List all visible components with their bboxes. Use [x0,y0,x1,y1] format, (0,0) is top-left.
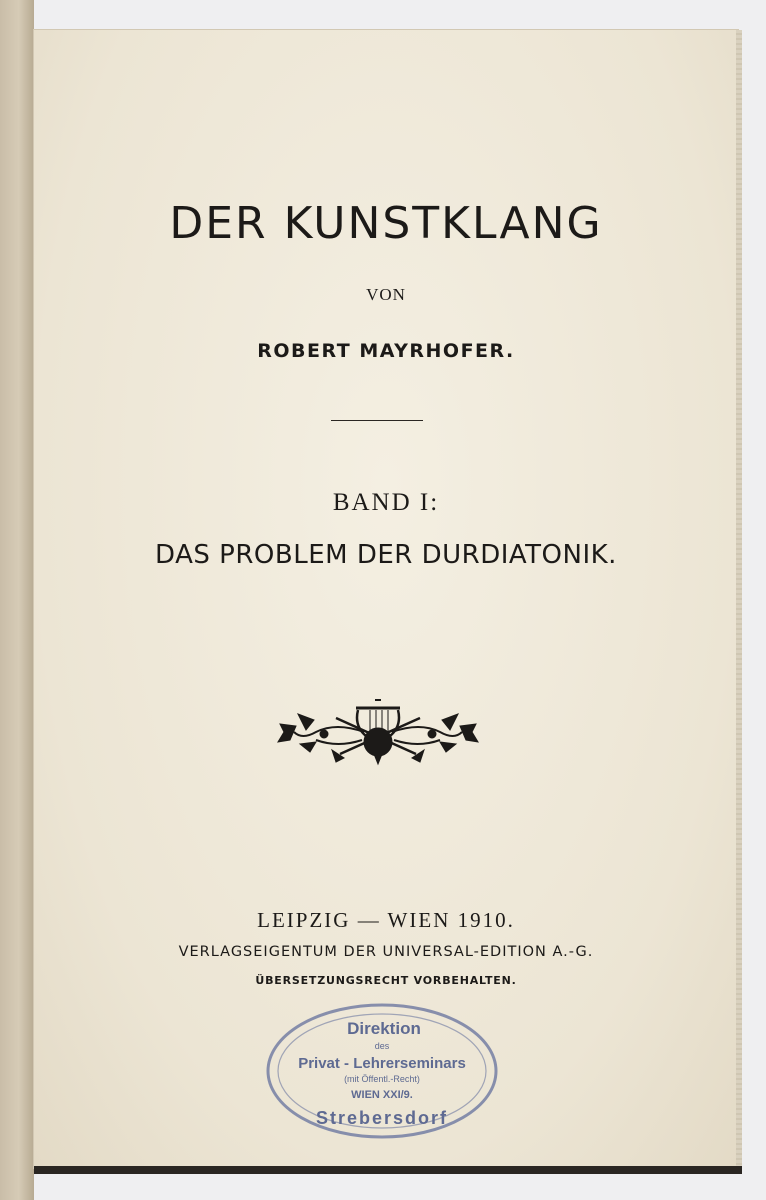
volume-label: BAND I: [332,489,440,516]
stamp-line-3: Privat - Lehrerseminars [298,1055,466,1072]
imprint-publisher: VERLAGSEIGENTUM DER UNIVERSAL-EDITION A.-G. [178,944,594,960]
stamp-line-4: (mit Öffentl.-Recht) [344,1074,420,1084]
imprint-rights: ÜBERSETZUNGSRECHT VORBEHALTEN. [255,974,517,987]
library-stamp [264,1000,500,1142]
stamp-line-1: Direktion [347,1019,421,1038]
cover-edge [34,1166,742,1174]
book-spine [0,0,34,1200]
lyre-ornament-icon [276,696,480,766]
book-title: DER KUNSTKLANG [169,198,603,249]
author-name: ROBERT MAYRHOFER. [257,340,515,362]
volume-subtitle: DAS PROBLEM DER DURDIATONIK. [155,540,617,570]
divider-rule [331,420,423,421]
stamp-line-5: WIEN XXI/9. [351,1089,413,1101]
by-line: VON [366,285,406,304]
stamp-line-2: des [374,1041,390,1051]
imprint-place: LEIPZIG — WIEN 1910. [257,908,515,932]
stamp-line-6: Strebersdorf [315,1108,449,1128]
